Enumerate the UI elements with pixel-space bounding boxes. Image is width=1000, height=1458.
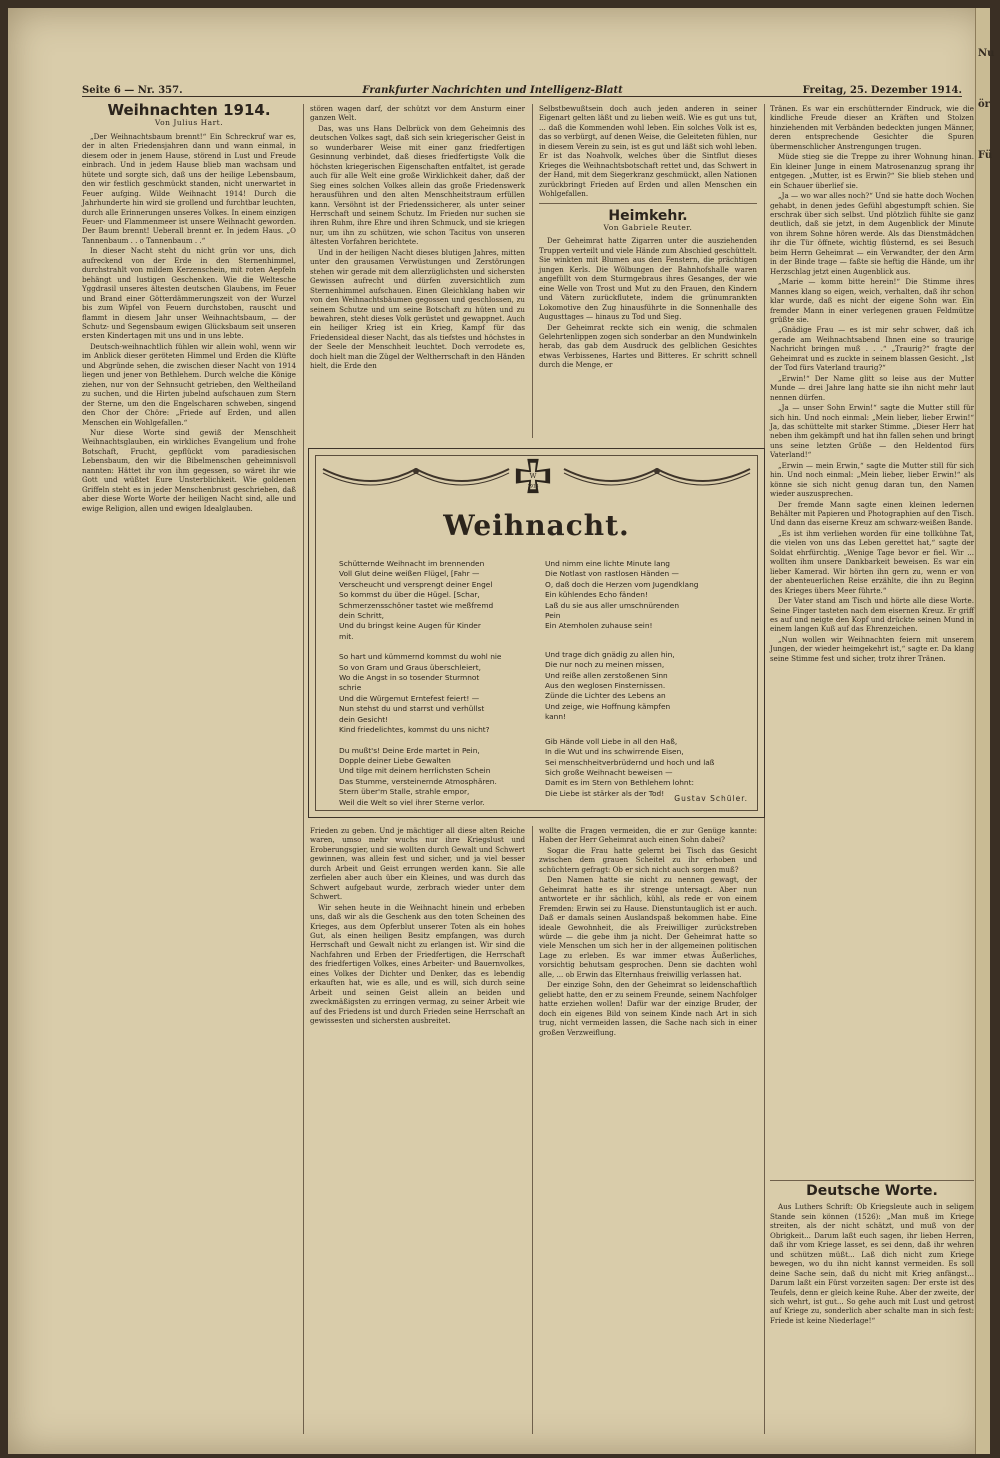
poem-line: Sei menschheitverbrüdernd und hoch und laß (545, 757, 715, 767)
divider (539, 203, 757, 204)
paragraph: „Gnädige Frau — es ist mir sehr schwer, daß ich gerade am Weihnachtsabend Ihnen eine so traurige Nachricht bringen muß . . .“ „Traurig?“ fragte der Geheimrat und es zuckte in seinem blassen Gesicht. „Ist der Tod fürs Vaterland traurig?“ (770, 325, 974, 373)
paragraph: Und in der heiligen Nacht dieses blutigen Jahres, mitten unter den grausamen Verwüstungen und Zerstörungen stehen wir gerade mit dem allerzüglichsten und sichersten Gewissen aufrecht und dürfen zuversichtlich zum Sternenhimmel aufschauen. Einen Gleichklang haben wir von den Weihnachtsbäumen gegossen und geschlossen, zu seinem Schutze und um seine Botschaft zu hüten und zu bewahren, steht dieses Volk gerüstet und gewappnet. Auch ein heiliger Krieg ist ein Krieg, Kampf für das Friedensideal dieser Nacht, das als tiefstes und höchstes in der Seele der Menschheit leuchtet. Doch verrodete es, doch hielt man die Zügel der Weltherrschaft in den Händen hielt, die Erde den (310, 247, 525, 371)
column-1 (82, 101, 296, 1434)
poem-line: Du mußt's! Deine Erde martet in Pein, (339, 745, 480, 755)
paragraph: Tränen. Es war ein erschütternder Eindruck, wie die kindliche Freude dieser an Kräften und Stolzen hinziehenden mit Verbänden bedeckten jungen Männer, deren entsprechende Gesichter die Spuren übermenschlicher Anstrengungen trugen. (770, 104, 974, 151)
poem-line: Kind friedelichtes, kommst du uns nicht? (339, 725, 490, 735)
column-3-top (539, 104, 757, 439)
article-title: Deutsche Worte. (806, 1183, 938, 1199)
column-2-top (310, 104, 525, 439)
poem-line: Nun stehst du und starrst und verhüllst (339, 704, 485, 714)
stanza (545, 737, 740, 799)
poem-line: Verscheucht und versprengt deiner Engel (339, 579, 493, 589)
stanza (339, 652, 534, 735)
poem-line: Gib Hände voll Liebe in all den Haß, (545, 736, 678, 746)
newspaper-title: Frankfurter Nachrichten und Intelligenz-Blatt (362, 85, 623, 96)
poem-line: Und nimm eine lichte Minute lang (545, 559, 670, 568)
column-rule (532, 104, 533, 438)
edge-text: ör (978, 99, 990, 110)
column-rule (303, 104, 304, 1434)
poem-line: dein Schritt, (339, 611, 385, 621)
paragraph: „Der Weihnachtsbaum brennt!“ Ein Schreckruf war es, der in alten Friedensjahren dann und wann einmal, in diesem oder in jenem Hause, störend in Lust und Freude einbrach. Und in jedem Hause blieb man wachsam und hütete und sorgte sich, daß uns der heilige Lebensbaum, den wir festlich geschmückt standen, nicht unerwartet in Feuer aufging. Wilde Weihnacht 1914! Durch die Jahrhunderte hin wird sie grollend und furchtbar leuchten, durch alle Erinnerungen unseres Volkes. In einem einzigen Feuer- und Flammenmeer ist unsere Weihnacht geworden. Der Baum brennt! Ueberall brennt er. In jedem Haus. „O Tannenbaum . . o Tannenbaum . .“ (82, 131, 296, 245)
divider (770, 1180, 974, 1181)
paragraph: Den Namen hatte sie nicht zu nennen gewagt, der Geheimrat hatte es ihr strenge untersagt. Aber nun antwortete er ihr sächlich, kühl, als rede er von einem Fremden: Erwin sei zu Hause. Dienstuntauglich ist er auch. Daß er damals seinen Auslandspaß bekommen habe. Eine ideale Gewohnheit, die als Freiwilliger zurückstreben würde — die gebe ihm ja nicht. Der Geheimrat hatte so viele Menschen um sich her in der allgemeinen politischen Lage zu erleben. Es war immer etwas Äußerliches, vorsichtig behutsam gesprochen. Denn sie dachten wohl alle, ... ob Erwin das Elternhaus freiwillig verlassen hat. (539, 875, 757, 979)
paragraph: stören wagen darf, der schützt vor dem Ansturm einer ganzen Welt. (310, 104, 525, 123)
edge-text: Nu (978, 48, 995, 59)
svg-text:W: W (529, 471, 537, 480)
paragraph: „Ja — wo war alles noch?“ Und sie hatte doch Wochen gehabt, in denen jedes Gefühl abgestumpft schien. Sie erschrak über sich selbst. Und plötzlich fühlte sie ganz deutlich, daß sie jetzt, in dem Augenblick der Minute von ihrem Sohne hören werde. Als das Dienstmädchen ihr die Tür öffnete, wichtig flüsternd, es sei Besuch beim Herrn Geheimrat — ein Verwandter, der den Arm in der Binde trage — faßte sie heftig die Hände, um ihr Herzschlag jetzt einen Augenblick aus. (770, 191, 974, 276)
edge-text: Fü (978, 150, 993, 161)
poem-line: Dopple deiner Liebe Gewalten (339, 755, 451, 765)
article-title: Heimkehr. (608, 207, 688, 224)
column-3-bottom (539, 826, 757, 1434)
poem-line: So kommst du über die Hügel. [Schar, (339, 590, 480, 600)
poem-line: Und trage dich gnädig zu allen hin, (545, 649, 675, 659)
paragraph: Der einzige Sohn, den der Geheimrat so leidenschaftlich geliebt hatte, den er zu seinem Freunde, seinem Nachfolger hatte erziehen wollen! Dafür war der einzige Bruder, der doch ein eigenes Bild von seinem Kinde nach Art in sich trug, nicht vermeiden lassen, die Sache nach sich in einer großen Verzweiflung. (539, 980, 757, 1037)
column-4 (770, 104, 974, 1178)
paragraph: Sogar die Frau hatte gelernt bei Tisch das Gesicht zwischen dem grauen Scheitel zu ihr erhoben und schüchtern gefragt: Ob er sich nicht auch sorgen muß? (539, 845, 757, 874)
page-header (82, 78, 962, 97)
paragraph: „Erwin!“ Der Name glitt so leise aus der Mutter Munde — drei Jahre lang hatte sie ihn nicht mehr laut nennen dürfen. (770, 373, 974, 402)
adjacent-page-edge (975, 8, 995, 1454)
poem-line: Schmerzensschöner tastet wie meßfremd (339, 600, 494, 610)
poem-line: Und du bringst keine Augen für Kinder (339, 621, 481, 631)
poem-line: Das Stumme, versteinernde Atmosphären. (339, 776, 497, 786)
article-title: Weihnachten 1914. (107, 101, 271, 119)
poem-line: So hart und kümmernd kommst du wohl nie (339, 652, 502, 662)
poem-box (308, 448, 765, 818)
poem-line: Die Notlast von rastlosen Händen — (545, 569, 679, 579)
poem-line: Laß du sie aus aller umschnürenden (545, 600, 680, 610)
paragraph: Frieden zu geben. Und je mächtiger all diese alten Reiche waren, umso mehr wuchs nur ihre Kriegslust und Eroberungsgier, und sie wollten durch Gewalt und Schwert gewinnen, was allein fest und sicher, und ja viel besser durch Arbeit und Geist errungen werden kann. Sie alle zerfielen aber auch über ein Kleines, und was durch das Schwert aufgebaut wurde, zerbrach wieder unter dem Schwert. (310, 826, 525, 902)
paragraph: Selbstbewußtsein doch auch jeden anderen in seiner Eigenart gelten läßt und zu lieben weiß. Wie es gut uns tut, ... daß die Kommenden wohl leben. Ein solches Volk ist es, das so verbürgt, auf denen Weise, die Geleiteten fühlen, nur in diesem Verein zu sein, ist es gut und läßt sich wohl leben. Er ist das Noahvolk, welches über die Sintflut dieses Krieges die Weihnachtsbotschaft rettet und, das Schwert in der Hand, mit dem Siegerkranz geschmückt, allen Nationen zurückbringt Frieden auf Erden und allen Menschen ein Wohlgefallen. (539, 104, 757, 199)
paragraph: „Ja — unser Sohn Erwin!“ sagte die Mutter still für sich hin. Und noch einmal: „Mein lieber, lieber Erwin!“ Ja, das schüttelte mit starker Stimme. „Dieser Herr hat neben ihm gekämpft und hat ihn fallen sehen und bringt uns seine letzten Grüße — den Heldentod fürs Vaterland!“ (770, 403, 974, 460)
poem-line: Und zeige, wie Hoffnung kämpfen (545, 701, 671, 711)
issue-date: Freitag, 25. Dezember 1914. (802, 85, 962, 96)
poem-line: schrie (339, 683, 362, 693)
stanza (545, 650, 740, 723)
paragraph: Der fremde Mann sagte einen kleinen ledernen Behälter mit Papieren und Photographien auf den Tisch. Und dann das eiserne Kreuz am schwarz-weißen Bande. (770, 499, 974, 528)
poem-line: Sich große Weihnacht beweisen — (545, 767, 673, 777)
poem-line: Schütternde Weihnacht im brennenden (339, 559, 485, 568)
paragraph: Wir sehen heute in die Weihnacht hinein und erbeben uns, daß wir als die Geschenk aus den toten Scheinen des Krieges, aus dem Opferblut unserer Toten als ein hohes Gut, als einen heiligen Besitz empfangen, was durch Herrschaft und Gewalt nicht zu erlangen ist. Wir sind die Nachfahren und Erben der Friedfertigen, die Herrschaft des friedfertigen Volkes, eines Arbeiter- und Bauernvolkes, eines Volkes der Dichter und Denker, das es lebendig erkauften hat, wie es alle, und es will, sich durch seine Arbeit und seinen Geist allein an beiden und zweckmäßigsten zu erringen vermag, zu seiner Arbeit wie auf des Friedens ist und durch Frieden seine Herrschaft an gewissesten und sichersten ausbreitet. (310, 902, 525, 1026)
poem-line: O, daß doch die Herzen vom Jugendklang (545, 579, 699, 589)
paragraph: Aus Luthers Schrift: Ob Kriegsleute auch in seligem Stande sein können (1526): „Man muß im Kriege streiten, als der nicht schätzt, und muß von der Obrigkeit... Darum laßt euch sagen, ihr lieben Herren, daß ihr vom Kriege lasset, es sei denn, daß ihr wehren und schützen müßt... Laß dich nicht zum Kriege bewegen, wo du ihn nicht kannst vermeiden. Es soll deine Sache sein, daß du nicht mit Krieg anfängst... Darum laßt ein Fürst vorzeiten sagen: Der erste ist des Teufels, denn er gleich keine Ruhe. Aber der zweite, der sich wehrt, ist gut... So gehe auch mit Lust und getrost auf Kriege zu, sonderlich aber schalte man in sich fest: Friede ist keine Niederlage!“ (770, 1202, 974, 1325)
paragraph: Müde stieg sie die Treppe zu ihrer Wohnung hinan. Ein kleiner Junge in einem Matrosenanzug sprang ihr entgegen. „Mutter, ist es Erwin?“ Sie blieb stehen und ein Schauer überlief sie. (770, 152, 974, 190)
column-2-bottom (310, 826, 525, 1434)
stanza (339, 559, 534, 642)
paragraph: „Erwin — mein Erwin,“ sagte die Mutter still für sich hin. Und noch einmal: „Mein lieber, lieber Erwin!“ als könne sie sich nicht genug daran tun, den Namen wieder auszusprechen. (770, 460, 974, 499)
poem-line: Die nur noch zu meinen missen, (545, 660, 665, 670)
paragraph: Der Geheimrat hatte Zigarren unter die ausziehenden Truppen verteilt und viele Hände zum Abschied geschüttelt. Sie winkten mit Blumen aus den Fenstern, die prächtigen jungen Kerls. Die Wölbungen der Bahnhofshalle waren angefüllt von dem Sturmgebraus ihres Gesanges, der wie eine Welle von Trost und Mut zu den Frauen, den Kindern und Vätern zurückflutete, indem die grünumrankten Lokomotive den Zug hinausführte in die Sonnenhalle des Augusttages — hinaus zu Tod und Sieg. (539, 236, 757, 322)
page-number: Seite 6 — Nr. 357. (82, 85, 183, 96)
poem-line: Zünde die Lichter des Lebens an (545, 691, 666, 701)
article-byline: Von Julius Hart. (154, 118, 224, 128)
paragraph: Nur diese Worte sind gewiß der Menschheit Weihnachtsglauben, ein wirkliches Evangelium und frohe Botschaft, Frucht, gepflückt vom paradiesischen Lebensbaum, den wir die Bibelmenschen geheimnisvoll nannten: Hättet ihr von ihm gegessen, so wäret ihr wie Gott und wüßtet Eure Unsterblichkeit. Wie goldenen Griffeln steht es in jeder Menschenbrust geschrieben, daß aber diese Worte Worte der heiligen Nacht sind, alle und ewige Religion, allen und ewigen Idealglauben. (82, 427, 296, 513)
paragraph: Der Geheimrat reckte sich ein wenig, die schmalen Gelehrtenlippen zogen sich sonderbar an den Mundwinkeln herab, das gab dem Ausdruck des gelblichen Gesichtes etwas Verbissenes, Hartes und Bitteres. Er schritt schnell durch die Menge, er (539, 322, 757, 370)
column-rule (532, 826, 533, 1434)
poem-line: Und tilge mit deinem herrlichsten Schein (339, 766, 491, 776)
poem-author: Gustav Schüler. (674, 794, 748, 803)
column-4-bottom (770, 1176, 974, 1434)
poem-left-column (339, 559, 534, 818)
poem-line: Ein Atemholen zuhause sein! (545, 621, 653, 631)
poem-line: Ein kühlendes Echo fänden! (545, 590, 648, 600)
poem-line: Wo die Angst in so tosender Sturmnot (339, 673, 480, 683)
poem-right-column (545, 559, 740, 809)
poem-line: Weil die Welt so viel ihrer Sterne verlor. (339, 797, 485, 807)
paragraph: In dieser Nacht steht du nicht grün vor uns, dich aufreckend von der Erde in den Sternenhimmel, durchstrahlt von mildem Kerzenschein, mit roten Aepfeln behängt und lustigen Geschenken. Wie die Weltesche Yggdrasil unseres ältesten deutschen Glaubens, im Feuer und Brand einer Götterdämmerungszeit von der Wurzel bis zum Wipfel von Feuern durchstoben, rauscht und flammt in diesem Jahr unser Weihnachtsbaum, — der Schutz- und Segensbaum ewigen Glücksbaum seit unseren ersten Kindertagen mit uns und in uns lebte. (82, 246, 296, 341)
poem-line: Stern über'm Stalle, strahle empor, (339, 787, 470, 797)
paragraph: wollte die Fragen vermeiden, die er zur Genüge kannte: Haben der Herr Geheimrat auch einen Sohn dabei? (539, 826, 757, 845)
poem-line: Die Liebe ist stärker als der Tod! (545, 788, 665, 798)
paragraph: „Marie — komm bitte herein!“ Die Stimme ihres Mannes klang so eigen, weich, verhalten, daß ihr schon klar wurde, daß es nicht der eigene Sohn war. Ein fremder Mann in einer verlegenen grauen Feldmütze grüßte sie. (770, 277, 974, 324)
poem-line: Aus den weglosen Finsternissen. (545, 681, 666, 691)
garland-right-ornament (562, 463, 752, 495)
poem-line: So von Gram und Graus überschleiert, (339, 662, 481, 672)
poem-line: Und die Würgemut Erntefest feiert! — (339, 693, 480, 703)
poem-line: kann! (545, 712, 567, 722)
newspaper-page (8, 8, 995, 1454)
poem-line: In die Wut und ins schwirrende Eisen, (545, 747, 684, 757)
paragraph: „Nun wollen wir Weihnachten feiern mit unserem Jungen, der wieder heimgekehrt ist,“ sagte er. Da klang seine Stimme fest und sicher, trotz ihrer Tränen. (770, 634, 974, 663)
garland-left-ornament (321, 463, 511, 495)
poem-line: Pein (545, 611, 561, 621)
poem-line: Und reiße allen zerstoßenen Sinn (545, 670, 668, 680)
article-byline: Von Gabriele Reuter. (603, 222, 693, 232)
poem-line: mit. (339, 631, 354, 641)
paragraph: Das, was uns Hans Delbrück von dem Geheimnis des deutschen Volkes sagt, daß sich sein kriegerischer Geist in so wunderbarer Weise mit einer ganz friedfertigen Gesinnung verbindet, daß dieses friedfertigste Volk die höchsten kriegerischen Eigenschaften entfaltet, ist gerade auch für alle Welt eine große Wirklichkeit daher, daß der Sieg eines solchen Volkes allein das große Friedenswerk herausführen und den alten Menschheitstraum erfüllen kann. Versöhnt ist der Friedenssicherer, als unter seiner Herrschaft und seinem Schutz. Im Frieden nur suchen sie ihren Ruhm, ihre Ehre und ihren Schmuck, und sie kriegen nur, um ihn zu schützen, wie schon Tacitus von unseren ältesten Vorfahren berichtete. (310, 123, 525, 247)
poem-title: Weihnacht. (443, 509, 630, 542)
stanza (339, 746, 534, 808)
paragraph: Deutsch-weihnachtlich fühlen wir allein wohl, wenn wir im Anblick dieser geröteten Himmel und Erden die Klüfte und Abgründe sehen, die zwischen dieser Nacht von 1914 liegen und jener von Bethlehem. Durch welche die Könige ziehen, nur von der Sehnsucht getrieben, den Weltheiland zu suchen, und die Hirten jubelnd aufschauen zum Stern der Sterne, um den die Engelscharen schweben, singend den Chor der Chöre: „Friede auf Erden, und allen Menschen ein Wohlgefallen.“ (82, 341, 296, 427)
poem-line: dein Gesicht! (339, 714, 389, 724)
poem-line: Voll Glut deine weißen Flügel, [Fahr — (339, 569, 480, 579)
poem-line: Damit es im Stern von Bethlehem lohnt: (545, 778, 694, 788)
paragraph: „Es ist ihm verliehen worden für eine tollkühne Tat, die vielen von uns das Leben gerettet hat,“ sagte der Soldat ehrfürchtig. „Wenige Tage bevor er fiel. Wir ... wollten ihm unsere Dankbarkeit beweisen. Es war ein lieber Kamerad. Wir hörten ihn gern zu, wenn er von der abenteuerlichen Reise erzählte, die ihn zu Beginn des Krieges übers Meer führte.“ (770, 528, 974, 595)
cross-year: 1914 (527, 484, 539, 490)
stanza (545, 559, 740, 632)
paragraph: Der Vater stand am Tisch und hörte alle diese Worte. Seine Finger tasteten nach dem eisernen Kreuz. Er griff es auf und neigte den Kopf und drückte seinen Mund in einem langen Kuß auf das Ehrenzeichen. (770, 596, 974, 634)
iron-cross-icon (514, 457, 552, 495)
